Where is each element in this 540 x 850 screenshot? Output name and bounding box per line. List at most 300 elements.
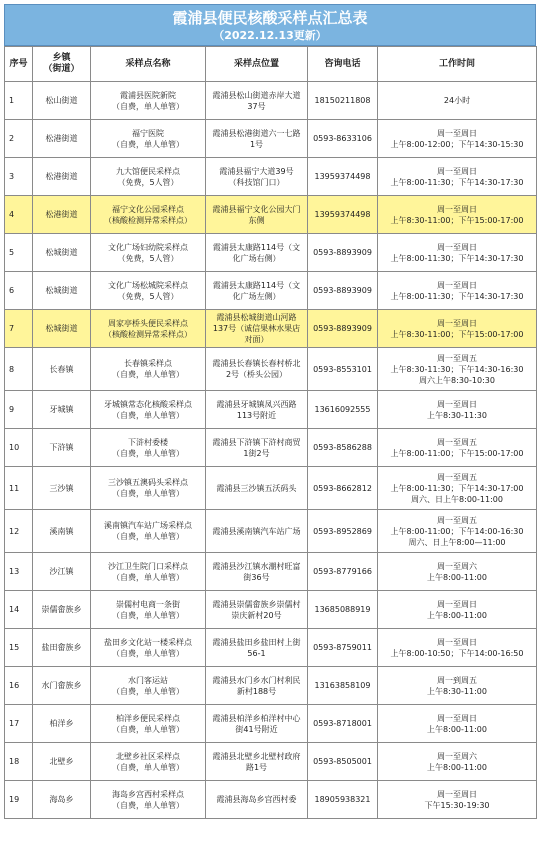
cell-hours-line: 周六上午8:30-10:30 bbox=[419, 375, 495, 385]
cell-site-line: 崇儒村电商一条街 bbox=[116, 599, 180, 609]
cell-site bbox=[91, 667, 206, 705]
header-index: 序号 bbox=[5, 47, 33, 82]
cell-site-line: 九大馆便民采样点 bbox=[116, 166, 180, 176]
cell-site-line: （自费，单人单管） bbox=[112, 448, 184, 458]
cell-index bbox=[5, 391, 33, 429]
cell-phone bbox=[308, 272, 378, 310]
cell-hours-line: 周一至周日 bbox=[437, 128, 477, 138]
cell-phone-line[interactable]: 0593-8893909 bbox=[313, 324, 372, 333]
cell-index bbox=[5, 705, 33, 743]
cell-location-line: 霞浦县水门乡水门村利民 bbox=[212, 675, 301, 685]
cell-phone-line[interactable]: 18905938321 bbox=[314, 795, 371, 804]
cell-location bbox=[206, 158, 308, 196]
cell-hours-line: 周六、日上午8:00-11:00 bbox=[411, 494, 503, 504]
cell-hours-line: 周一至周日 bbox=[437, 637, 477, 647]
cell-location-line: 化广场左侧） bbox=[232, 291, 281, 301]
cell-site-line: 长春镇采样点 bbox=[124, 359, 172, 368]
cell-phone-line[interactable]: 0593-8553101 bbox=[313, 364, 372, 374]
cell-phone bbox=[308, 158, 378, 196]
cell-site-line: （自费，单人单管） bbox=[112, 800, 184, 810]
cell-hours-line: 周一至周日 bbox=[437, 166, 477, 176]
cell-phone-line[interactable]: 0593-8893909 bbox=[313, 286, 372, 295]
cell-index-line: 15 bbox=[9, 643, 20, 652]
cell-hours-line: 上午8:00-11:00 bbox=[427, 610, 487, 620]
cell-index-line: 3 bbox=[9, 172, 15, 181]
cell-town-line: 溪南镇 bbox=[49, 526, 74, 536]
cell-site-line: （自费，单人单管） bbox=[112, 724, 184, 734]
cell-town bbox=[33, 310, 91, 348]
cell-site bbox=[91, 467, 206, 510]
cell-hours bbox=[378, 510, 537, 553]
cell-site-line: （核酸检测异常采样点） bbox=[104, 329, 192, 339]
cell-location bbox=[206, 743, 308, 781]
cell-site-line: 福宁医院 bbox=[132, 128, 164, 138]
cell-hours bbox=[378, 82, 537, 120]
cell-index-line: 6 bbox=[9, 286, 15, 295]
cell-site-line: 福宁文化公园采样点 bbox=[112, 204, 184, 214]
cell-location-line: 霞浦县崇儒畲族乡崇儒村 bbox=[212, 599, 301, 609]
cell-hours-line: 周一至周日 bbox=[437, 280, 477, 290]
cell-index bbox=[5, 510, 33, 553]
cell-phone bbox=[308, 781, 378, 819]
cell-phone bbox=[308, 667, 378, 705]
cell-site-line: 柏洋乡便民采样点 bbox=[116, 713, 180, 723]
cell-site-line: （免费，5人管） bbox=[117, 253, 179, 263]
cell-hours bbox=[378, 196, 537, 234]
cell-town bbox=[33, 272, 91, 310]
cell-phone bbox=[308, 510, 378, 553]
cell-phone bbox=[308, 467, 378, 510]
cell-phone-line[interactable]: 0593-8633106 bbox=[313, 134, 372, 143]
cell-index bbox=[5, 234, 33, 272]
cell-location-line: 霞浦县福宁大道39号 bbox=[219, 166, 294, 176]
cell-location-line: 街36号 bbox=[243, 572, 270, 582]
cell-hours bbox=[378, 553, 537, 591]
cell-location-line: 霞浦县太康路114号（文 bbox=[212, 280, 301, 290]
table-row bbox=[5, 629, 537, 667]
table-row bbox=[5, 591, 537, 629]
cell-hours-line: 上午8:30-11:30；下午14:30-16:30 bbox=[390, 364, 524, 374]
cell-site bbox=[91, 743, 206, 781]
cell-hours bbox=[378, 391, 537, 429]
cell-site-line: 北壁乡社区采样点 bbox=[116, 751, 180, 761]
cell-site-line: （自费，单人单管） bbox=[112, 686, 184, 696]
cell-site-line: （自费，单人单管） bbox=[112, 648, 184, 658]
cell-location-line: 霞浦县太康路114号（文 bbox=[212, 242, 301, 252]
cell-location bbox=[206, 234, 308, 272]
cell-hours bbox=[378, 348, 537, 391]
cell-hours bbox=[378, 234, 537, 272]
cell-index-line: 14 bbox=[9, 605, 20, 614]
cell-location-line: 化广场右侧） bbox=[232, 253, 281, 263]
cell-site-line: 霞浦县医院新院 bbox=[120, 90, 176, 100]
cell-hours-line: 上午8:00-11:30；下午14:30-17:30 bbox=[390, 291, 524, 301]
cell-town bbox=[33, 158, 91, 196]
cell-location-line: 霞浦县松城街道山河路 bbox=[216, 313, 297, 322]
cell-location-line: 霞浦县松山街道赤岸大道 bbox=[212, 90, 301, 100]
cell-site-line: （自费，单人单管） bbox=[112, 532, 184, 541]
cell-index bbox=[5, 781, 33, 819]
cell-hours-line: 上午8:30-11:30 bbox=[427, 410, 487, 420]
cell-phone bbox=[308, 629, 378, 667]
cell-phone bbox=[308, 705, 378, 743]
cell-town bbox=[33, 120, 91, 158]
cell-site-line: 三沙镇五澳码头采样点 bbox=[108, 478, 188, 487]
cell-index-line: 12 bbox=[9, 526, 20, 536]
cell-location-line: 霞浦县福宁文化公园大门 bbox=[212, 204, 301, 214]
cell-hours bbox=[378, 667, 537, 705]
cell-town-line: 牙城镇 bbox=[49, 405, 74, 414]
cell-phone bbox=[308, 391, 378, 429]
cell-town bbox=[33, 743, 91, 781]
cell-hours bbox=[378, 629, 537, 667]
cell-hours bbox=[378, 467, 537, 510]
table-row bbox=[5, 467, 537, 510]
cell-site-line: 周家亭桥头便民采样点 bbox=[108, 318, 188, 328]
document-subtitle: （2022.12.13更新） bbox=[213, 29, 327, 42]
cell-phone bbox=[308, 348, 378, 391]
cell-index-line: 17 bbox=[9, 719, 20, 728]
cell-location bbox=[206, 510, 308, 553]
cell-phone-line[interactable]: 13616092555 bbox=[314, 405, 371, 414]
header-town-line2: （街道） bbox=[43, 64, 80, 74]
table-row bbox=[5, 667, 537, 705]
cell-index bbox=[5, 667, 33, 705]
table-row bbox=[5, 553, 537, 591]
cell-town bbox=[33, 591, 91, 629]
cell-town bbox=[33, 510, 91, 553]
cell-index bbox=[5, 310, 33, 348]
cell-site bbox=[91, 510, 206, 553]
cell-site-line: （核酸检测异常采样点） bbox=[104, 215, 192, 225]
cell-town-line: 松城街道 bbox=[45, 286, 78, 295]
header-town bbox=[33, 47, 91, 82]
sampling-sites-table bbox=[4, 46, 537, 819]
cell-hours-line: 上午8:00-11:30；下午14:30-17:30 bbox=[390, 253, 524, 263]
table-row bbox=[5, 158, 537, 196]
header-hours: 工作时间 bbox=[378, 47, 537, 82]
cell-location-line: 新村188号 bbox=[236, 686, 277, 696]
cell-phone-line[interactable]: 0593-8505001 bbox=[313, 757, 372, 766]
cell-phone bbox=[308, 553, 378, 591]
cell-phone-line[interactable]: 13959374498 bbox=[314, 210, 371, 219]
cell-town bbox=[33, 429, 91, 467]
cell-hours-line: 周一到周五 bbox=[437, 675, 477, 685]
cell-site-line: （免费，5人管） bbox=[117, 177, 179, 187]
table-header-row bbox=[5, 47, 537, 82]
cell-hours-line: 上午8:00-11:00；下午14:00-16:30 bbox=[390, 526, 524, 536]
document-title: 霞浦县便民核酸采样点汇总表 bbox=[172, 9, 368, 27]
cell-hours bbox=[378, 310, 537, 348]
cell-index-line: 10 bbox=[9, 443, 20, 452]
cell-location-line: 霞浦县牙城镇凤兴西路 bbox=[216, 399, 297, 409]
cell-site-line: 溪南镇汽车站广场采样点 bbox=[104, 521, 192, 530]
cell-hours-line: 周一至周日 bbox=[437, 789, 477, 799]
cell-town-line: 松港街道 bbox=[45, 172, 78, 181]
cell-location-line: 1街2号 bbox=[243, 448, 270, 458]
cell-phone-line[interactable]: 13163858109 bbox=[314, 681, 371, 690]
cell-location bbox=[206, 391, 308, 429]
cell-location-line: 霞浦县溪南镇汽车站广场 bbox=[212, 526, 301, 536]
cell-town-line: 松港街道 bbox=[45, 210, 78, 219]
cell-phone-line[interactable]: 0593-8662812 bbox=[313, 483, 372, 493]
cell-phone bbox=[308, 82, 378, 120]
cell-hours-line: 上午8:00-11:30；下午14:30-17:00 bbox=[390, 483, 524, 493]
cell-phone-line[interactable]: 0593-8759011 bbox=[313, 643, 372, 652]
cell-index bbox=[5, 82, 33, 120]
cell-site-line: 盐田乡文化站一楼采样点 bbox=[104, 637, 192, 647]
cell-site-line: 下浒村委楼 bbox=[128, 437, 168, 447]
table-row bbox=[5, 391, 537, 429]
cell-location-line: 路1号 bbox=[245, 762, 268, 772]
cell-site-line: （免费，5人管） bbox=[117, 291, 179, 301]
cell-location-line: 2号（桥头公园） bbox=[225, 370, 288, 379]
cell-index bbox=[5, 743, 33, 781]
cell-phone-line[interactable]: 0593-8718001 bbox=[313, 719, 372, 728]
cell-location-line: 街41号附近 bbox=[235, 724, 278, 734]
cell-hours bbox=[378, 429, 537, 467]
cell-location bbox=[206, 705, 308, 743]
cell-hours-line: 上午8:30-11:00；下午15:00-17:00 bbox=[390, 329, 524, 339]
cell-site bbox=[91, 781, 206, 819]
cell-index-line: 8 bbox=[9, 364, 15, 374]
cell-hours-line: 上午8:00-10:50；下午14:00-16:50 bbox=[390, 648, 524, 658]
cell-hours-line: 周一至周五 bbox=[437, 515, 477, 525]
cell-site-line: 沙江卫生院门口采样点 bbox=[108, 561, 188, 571]
cell-town-line: 水门畲族乡 bbox=[41, 681, 82, 690]
cell-town bbox=[33, 196, 91, 234]
table-row bbox=[5, 234, 537, 272]
cell-hours-line: 下午15:30-19:30 bbox=[424, 800, 490, 810]
cell-site bbox=[91, 553, 206, 591]
cell-site bbox=[91, 391, 206, 429]
cell-town-line: 崇儒畲族乡 bbox=[41, 605, 82, 614]
cell-site-line: 海岛乡宫西村采样点 bbox=[112, 789, 184, 799]
cell-phone-line[interactable]: 0593-8586288 bbox=[313, 443, 372, 452]
cell-site-line: （自费，单人单管） bbox=[112, 370, 184, 379]
cell-location-line: 霞浦县下浒镇下浒村商贸 bbox=[212, 437, 301, 447]
cell-phone-line[interactable]: 18150211808 bbox=[314, 96, 371, 105]
cell-location-line: 东侧 bbox=[248, 215, 265, 225]
cell-hours-line: 周一至周五 bbox=[437, 472, 477, 482]
cell-hours-line: 周一至周日 bbox=[437, 713, 477, 723]
cell-site-line: 文化广场松城院采样点 bbox=[108, 280, 188, 290]
cell-index-line: 4 bbox=[9, 210, 15, 219]
cell-hours-line: 上午8:00-11:00 bbox=[427, 724, 487, 734]
cell-hours-line: 24小时 bbox=[443, 96, 471, 105]
cell-location-line: 37号 bbox=[247, 101, 266, 111]
cell-site-line: （自费，单人单管） bbox=[112, 101, 184, 111]
cell-town bbox=[33, 391, 91, 429]
cell-location-line: （科技馆门口） bbox=[228, 177, 285, 187]
cell-site bbox=[91, 629, 206, 667]
cell-town bbox=[33, 629, 91, 667]
cell-index-line: 16 bbox=[9, 681, 20, 690]
cell-index bbox=[5, 120, 33, 158]
cell-location-line: 对面） bbox=[244, 335, 269, 344]
cell-site-line: 文化广场妇幼院采样点 bbox=[108, 242, 188, 252]
cell-location-line: 霞浦县三沙镇五沃码头 bbox=[216, 483, 297, 493]
cell-location bbox=[206, 82, 308, 120]
cell-town bbox=[33, 705, 91, 743]
cell-town bbox=[33, 781, 91, 819]
cell-site bbox=[91, 310, 206, 348]
cell-hours-line: 周一至周日 bbox=[437, 399, 477, 409]
cell-index-line: 9 bbox=[9, 405, 15, 414]
cell-site bbox=[91, 705, 206, 743]
header-location: 采样点位置 bbox=[206, 47, 308, 82]
cell-site bbox=[91, 82, 206, 120]
cell-index bbox=[5, 591, 33, 629]
cell-hours-line: 上午8:30-11:00；下午15:00-17:00 bbox=[390, 215, 524, 225]
table-row bbox=[5, 310, 537, 348]
cell-town bbox=[33, 234, 91, 272]
cell-index-line: 11 bbox=[9, 483, 20, 493]
cell-location-line: 霞浦县沙江镇水潮村旺富 bbox=[212, 561, 301, 571]
cell-location-line: 113号附近 bbox=[236, 410, 277, 420]
table-row bbox=[5, 82, 537, 120]
cell-site bbox=[91, 120, 206, 158]
cell-town-line: 三沙镇 bbox=[49, 483, 74, 493]
cell-location-line: 137号（诚信果林水果店 bbox=[212, 324, 301, 333]
document-sheet bbox=[4, 4, 536, 819]
cell-index-line: 5 bbox=[9, 248, 15, 257]
cell-index bbox=[5, 348, 33, 391]
cell-town bbox=[33, 82, 91, 120]
cell-phone-line[interactable]: 13959374498 bbox=[314, 172, 371, 181]
cell-site bbox=[91, 234, 206, 272]
table-body bbox=[5, 82, 537, 819]
cell-hours-line: 周一至周五 bbox=[437, 353, 477, 363]
cell-location bbox=[206, 667, 308, 705]
cell-phone-line[interactable]: 13685088919 bbox=[314, 605, 371, 614]
cell-hours-line: 上午8:00-12:00；下午14:30-15:30 bbox=[390, 139, 524, 149]
cell-phone bbox=[308, 196, 378, 234]
cell-town bbox=[33, 467, 91, 510]
cell-site-line: 水门客运站 bbox=[128, 675, 168, 685]
cell-location bbox=[206, 429, 308, 467]
cell-location-line: 霞浦县长春镇长春村桥北 bbox=[212, 359, 301, 368]
cell-index-line: 18 bbox=[9, 757, 20, 766]
table-row bbox=[5, 510, 537, 553]
cell-site bbox=[91, 158, 206, 196]
cell-location bbox=[206, 553, 308, 591]
cell-location-line: 霞浦县松港街道六一七路 bbox=[212, 128, 301, 138]
cell-hours bbox=[378, 591, 537, 629]
cell-hours-line: 上午8:00-11:00；下午15:00-17:00 bbox=[390, 448, 524, 458]
cell-town-line: 松港街道 bbox=[45, 134, 78, 143]
cell-site bbox=[91, 272, 206, 310]
cell-phone-line[interactable]: 0593-8893909 bbox=[313, 248, 372, 257]
cell-site bbox=[91, 348, 206, 391]
cell-index-line: 7 bbox=[9, 324, 15, 333]
cell-index bbox=[5, 158, 33, 196]
cell-site-line: （自费，单人单管） bbox=[112, 489, 184, 498]
cell-site-line: （自费，单人单管） bbox=[112, 762, 184, 772]
cell-phone-line[interactable]: 0593-8779166 bbox=[313, 567, 372, 576]
cell-location-line: 崇庆新村20号 bbox=[231, 610, 282, 620]
cell-town-line: 松城街道 bbox=[45, 324, 78, 333]
cell-site-line: （自费，单人单管） bbox=[112, 139, 184, 149]
cell-hours bbox=[378, 120, 537, 158]
table-row bbox=[5, 272, 537, 310]
cell-town-line: 柏洋乡 bbox=[49, 719, 74, 728]
cell-town-line: 北壁乡 bbox=[49, 757, 74, 766]
cell-location bbox=[206, 310, 308, 348]
cell-location bbox=[206, 781, 308, 819]
cell-town-line: 松山街道 bbox=[45, 96, 78, 105]
table-row bbox=[5, 348, 537, 391]
cell-hours bbox=[378, 272, 537, 310]
cell-phone bbox=[308, 310, 378, 348]
header-site: 采样点名称 bbox=[91, 47, 206, 82]
cell-phone-line[interactable]: 0593-8952869 bbox=[313, 526, 372, 536]
cell-location bbox=[206, 272, 308, 310]
cell-hours-line: 周一至周日 bbox=[437, 318, 477, 328]
cell-index bbox=[5, 272, 33, 310]
table-row bbox=[5, 743, 537, 781]
cell-index bbox=[5, 553, 33, 591]
cell-hours-line: 周一至周六 bbox=[437, 561, 477, 571]
cell-phone bbox=[308, 743, 378, 781]
cell-town bbox=[33, 348, 91, 391]
title-banner bbox=[4, 4, 536, 46]
cell-hours-line: 周六、日上午8:00—11:00 bbox=[408, 537, 506, 547]
cell-location bbox=[206, 348, 308, 391]
cell-index-line: 2 bbox=[9, 134, 15, 143]
cell-town-line: 长春镇 bbox=[49, 364, 74, 374]
cell-town-line: 盐田畲族乡 bbox=[41, 643, 82, 652]
cell-site-line: （自费，单人单管） bbox=[112, 610, 184, 620]
header-town-line1: 乡镇 bbox=[52, 53, 71, 63]
cell-location-line: 1号 bbox=[249, 139, 264, 149]
cell-site-line: （自费，单人单管） bbox=[112, 572, 184, 582]
cell-location-line: 霞浦县海岛乡宫西村委 bbox=[216, 795, 297, 804]
cell-location bbox=[206, 629, 308, 667]
cell-location-line: 霞浦县北壁乡北壁村政府 bbox=[212, 751, 301, 761]
cell-location bbox=[206, 467, 308, 510]
cell-index bbox=[5, 429, 33, 467]
cell-hours bbox=[378, 743, 537, 781]
cell-hours bbox=[378, 158, 537, 196]
cell-index bbox=[5, 196, 33, 234]
cell-town-line: 海岛乡 bbox=[49, 795, 74, 804]
cell-town bbox=[33, 553, 91, 591]
cell-hours-line: 周一至周日 bbox=[437, 204, 477, 214]
table-row bbox=[5, 705, 537, 743]
cell-hours bbox=[378, 705, 537, 743]
cell-location-line: 56-1 bbox=[247, 648, 266, 658]
cell-site bbox=[91, 591, 206, 629]
cell-hours-line: 周一至周五 bbox=[437, 437, 477, 447]
cell-location-line: 霞浦县柏洋乡柏洋村中心 bbox=[212, 713, 301, 723]
cell-site-line: （自费，单人单管） bbox=[112, 410, 184, 420]
cell-site bbox=[91, 429, 206, 467]
cell-site bbox=[91, 196, 206, 234]
table-row bbox=[5, 429, 537, 467]
cell-town-line: 松城街道 bbox=[45, 248, 78, 257]
cell-hours-line: 周一至周六 bbox=[437, 751, 477, 761]
cell-index-line: 19 bbox=[9, 795, 20, 804]
cell-town-line: 下浒镇 bbox=[49, 443, 74, 452]
cell-hours-line: 上午8:00-11:00 bbox=[427, 572, 487, 582]
table-row bbox=[5, 120, 537, 158]
cell-index-line: 13 bbox=[9, 567, 20, 576]
cell-phone bbox=[308, 429, 378, 467]
cell-hours-line: 上午8:00-11:00 bbox=[427, 762, 487, 772]
cell-phone bbox=[308, 234, 378, 272]
table-row bbox=[5, 196, 537, 234]
